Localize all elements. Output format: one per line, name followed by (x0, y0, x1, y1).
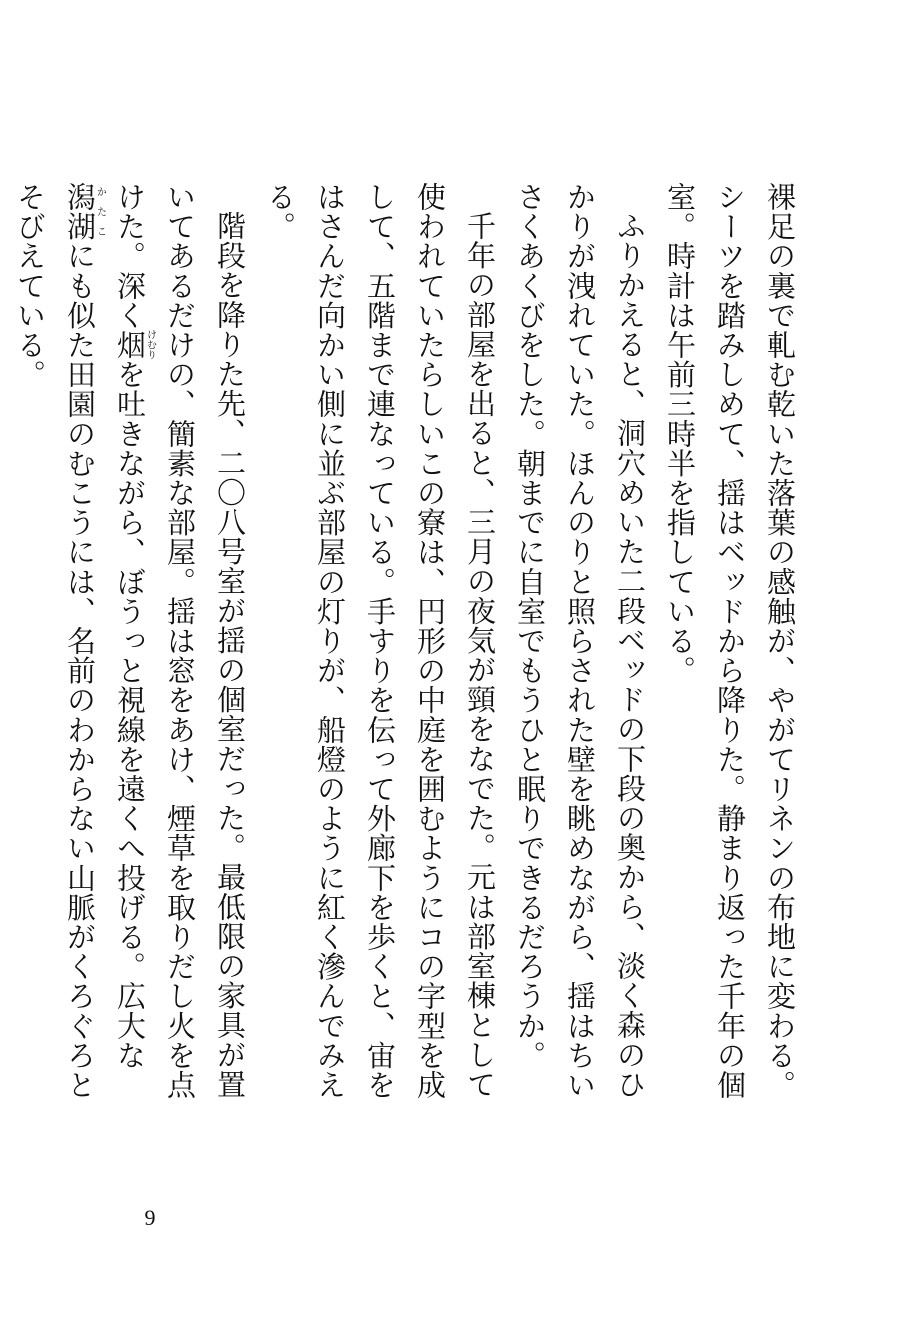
paragraph-2: ふりかえると、洞穴めいた二段ベッドの下段の奥から、淡く森のひかりが洩れていた。ほんのりと照らされた壁を眺めながら、揺はちいさくあくびをした。朝までに自室でもうひと眠りできるだろうか。 (513, 182, 647, 1100)
paragraph-3: 千年の部屋を出ると、三月の夜気が頸をなでた。元は部室棟として使われていたらしいこの寮は、円形の中庭を囲むようにコの字型を成して、五階まで連なっている。手すりを伝って外廊下を歩くと、宙をはさんだ向かい側に並ぶ部屋の灯りが、船燈のように紅く滲んでみえる。 (263, 182, 497, 1100)
ruby-katako: 潟湖かたこ (63, 182, 106, 242)
paragraph-4: 階段を降りた先、二〇八号室が揺の個室だった。最低限の家具が置いてあるだけの、簡素な部屋。揺は窓をあけ、煙草を取りだし火を点けた。深く烟けむりを吐きながら、ぼうっと視線を遠くへ投げる。広大な潟湖かたこにも似た田園のむこうには、名前のわからない山脈がくろぐろとそびえている。 (13, 182, 247, 1100)
page-number: 9 (144, 1205, 156, 1230)
paragraph-1: 裸足の裏で軋む乾いた落葉の感触が、やがてリネンの布地に変わる。シーツを踏みしめて、揺はベッドから降りた。静まり返った千年の個室。時計は午前三時半を指している。 (663, 182, 797, 1100)
paragraph-5 (0, 182, 5, 1122)
body-text (0, 182, 805, 1122)
ruby-kemuri: 烟けむり (113, 329, 156, 360)
